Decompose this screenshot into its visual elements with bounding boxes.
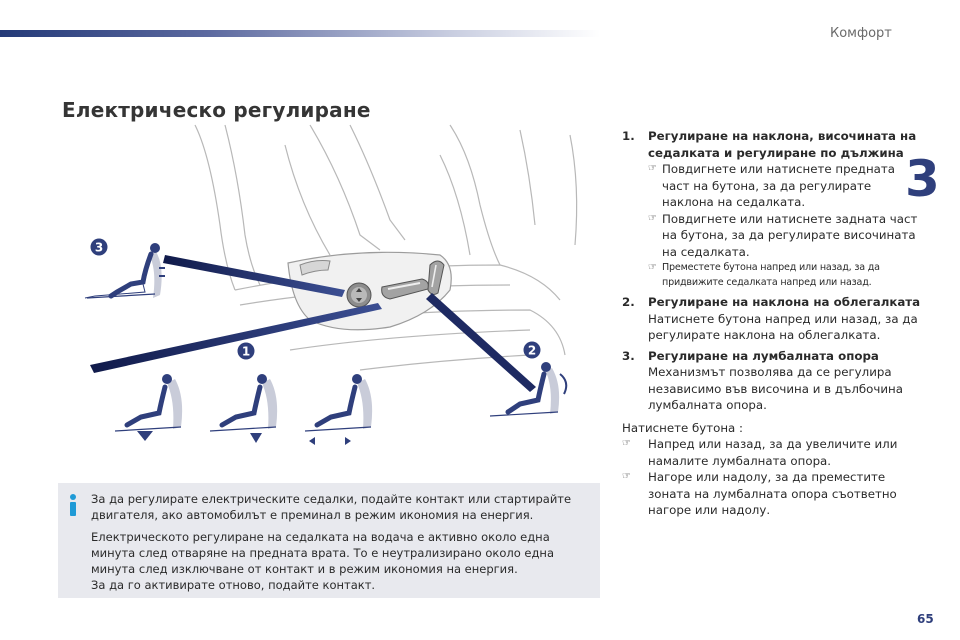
item-title: Регулиране на наклона на облегалката xyxy=(648,295,921,309)
pointing-hand-icon: ☞ xyxy=(622,438,631,449)
bullet xyxy=(622,436,922,469)
item-number: 3. xyxy=(622,348,635,363)
info-paragraph-2: Електрическото регулиране на седалката на водача е активно около една минута след отваряне на предната врата. То е неутрализирано около една минута след изключване от контакт и в режим икономия на енергия. xyxy=(91,530,554,576)
arrow-2 xyxy=(426,293,536,392)
arrow-1 xyxy=(90,303,382,373)
seat-tilt-pictogram xyxy=(115,374,182,441)
item-1 xyxy=(622,128,922,290)
bullet-text: Повдигнете или натиснете задната част на бутона, за да регулирате височината на седалката. xyxy=(662,211,918,259)
item-3 xyxy=(622,348,922,414)
pointing-hand-icon: ☞ xyxy=(622,471,631,482)
chapter-number: 3 xyxy=(905,150,940,208)
info-paragraph-1: За да регулирате електрическите седалки, подайте контакт или стартирайте двигателя, ако автомобилът е преминал в режим икономия на енергия. xyxy=(91,492,572,522)
page-number: 65 xyxy=(917,612,934,626)
lumbar-instructions xyxy=(622,420,922,519)
section-name: Комфорт xyxy=(830,26,892,41)
lumbar-button xyxy=(347,283,371,307)
pointing-hand-icon: ☞ xyxy=(648,262,657,273)
page-title: Електрическо регулиране xyxy=(62,98,371,122)
bullet xyxy=(648,260,922,290)
item-text: Натиснете бутона напред или назад, за да регулирате наклона на облегалката. xyxy=(648,311,918,342)
bullet-text: Преместете бутона напред или назад, за да придвижите седалката напред или назад. xyxy=(662,262,880,288)
instructions xyxy=(622,128,922,519)
bullet-text: Напред или назад, за да увеличите или намалите лумбалната опора. xyxy=(648,437,898,468)
header-gradient-bar xyxy=(0,30,600,37)
seat-controls-illustration xyxy=(60,115,600,465)
info-text xyxy=(91,491,591,599)
pointing-hand-icon: ☞ xyxy=(648,163,657,174)
lumbar-intro: Натиснете бутона : xyxy=(622,420,743,435)
bullet-text: Повдигнете или натиснете предната част на бутона, за да регулирате наклона на седалката. xyxy=(662,162,896,209)
info-paragraph-3: За да го активирате отново, подайте контакт. xyxy=(91,578,376,592)
bullet-text: Нагоре или надолу, за да преместите зоната на лумбалната опора съответно нагоре или надолу. xyxy=(648,470,897,517)
seat-height-pictogram xyxy=(210,374,277,443)
bullet xyxy=(648,161,922,211)
pointing-hand-icon: ☞ xyxy=(648,212,657,224)
item-text: Механизмът позволява да се регулира независимо във височина и в дълбочина лумбалната опора. xyxy=(648,365,903,412)
bullet xyxy=(648,211,922,261)
callout-1 xyxy=(238,343,255,360)
info-icon xyxy=(66,493,80,517)
callout-1-label: 1 xyxy=(241,344,251,359)
info-box xyxy=(58,483,600,598)
item-number: 2. xyxy=(622,295,635,309)
seat-length-pictogram xyxy=(305,374,372,445)
item-title: Регулиране на лумбалната опора xyxy=(648,348,879,363)
bullet xyxy=(622,469,922,519)
item-number: 1. xyxy=(622,129,635,143)
item-2 xyxy=(622,294,922,344)
item-title: Регулиране на наклона, височината на седалката и регулиране по дължина xyxy=(648,129,917,160)
callout-2-label: 2 xyxy=(527,343,537,358)
callout-2 xyxy=(524,342,541,359)
callout-3 xyxy=(91,239,108,256)
callout-3-label: 3 xyxy=(94,240,104,255)
